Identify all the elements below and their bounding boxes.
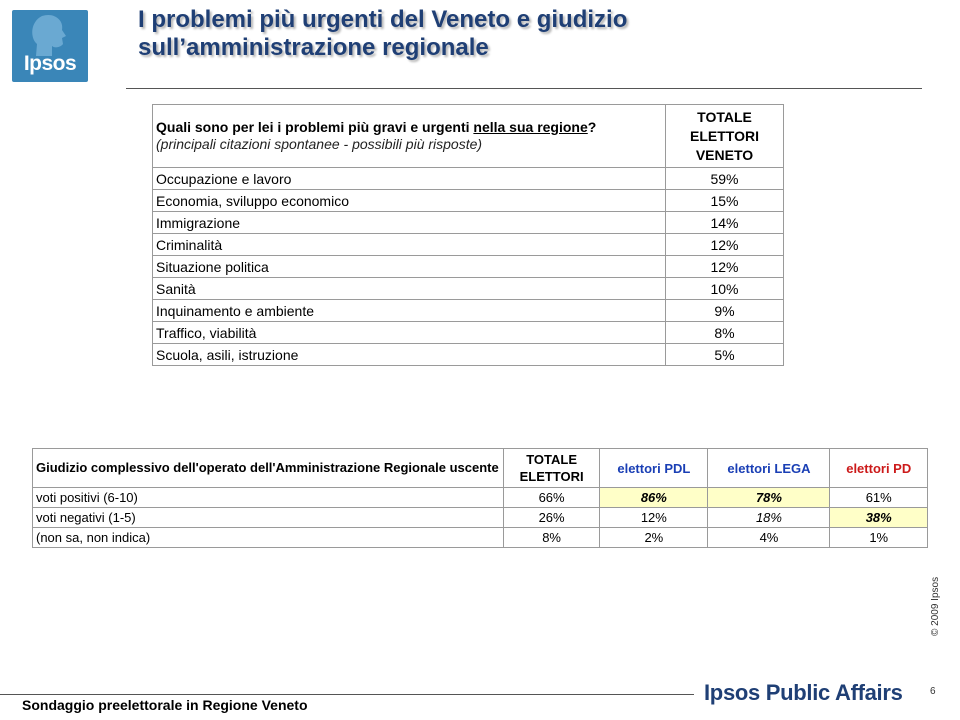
question-pre: Quali sono per lei i problemi più gravi e urgenti bbox=[156, 119, 474, 135]
table-row bbox=[153, 190, 784, 212]
row-label: (non sa, non indica) bbox=[33, 528, 504, 548]
row-label: Situazione politica bbox=[153, 256, 666, 278]
page-title bbox=[138, 6, 898, 62]
row-label: Immigrazione bbox=[153, 212, 666, 234]
row-value: 8% bbox=[666, 322, 784, 344]
table-row bbox=[153, 322, 784, 344]
row-label: Scuola, asili, istruzione bbox=[153, 344, 666, 366]
row-value: 15% bbox=[666, 190, 784, 212]
row-value: 9% bbox=[666, 300, 784, 322]
total-value: 8% bbox=[504, 528, 600, 548]
footer-brand: Ipsos Public Affairs bbox=[704, 680, 903, 705]
lega-voters-header: elettori LEGA bbox=[708, 449, 830, 488]
table-row bbox=[153, 256, 784, 278]
table-row bbox=[153, 344, 784, 366]
total-header-line-1: TOTALE bbox=[697, 108, 752, 125]
row-value: 59% bbox=[666, 168, 784, 190]
title-line-1: I problemi più urgenti del Veneto e giudizio bbox=[138, 6, 628, 33]
pd-value: 38% bbox=[830, 508, 928, 528]
table-row bbox=[153, 300, 784, 322]
pd-voters-header: elettori PD bbox=[830, 449, 928, 488]
total-voters-header-line-1: TOTALE bbox=[526, 452, 577, 467]
table-row bbox=[153, 168, 784, 190]
problems-table bbox=[152, 104, 784, 366]
total-header-line-3: VENETO bbox=[695, 146, 754, 163]
pd-value: 61% bbox=[830, 488, 928, 508]
total-header bbox=[666, 105, 784, 168]
title-line-2: sull’amministrazione regionale bbox=[138, 34, 489, 61]
question-underlined: nella sua regione bbox=[473, 119, 588, 135]
row-label: Economia, sviluppo economico bbox=[153, 190, 666, 212]
table-row bbox=[33, 508, 928, 528]
row-label: Occupazione e lavoro bbox=[153, 168, 666, 190]
page-number: 6 bbox=[930, 686, 936, 697]
lega-value: 18% bbox=[708, 508, 830, 528]
judgement-question: Giudizio complessivo dell'operato dell'Amministrazione Regionale uscente bbox=[33, 449, 504, 488]
question-post: ? bbox=[587, 119, 597, 135]
table-row bbox=[33, 528, 928, 548]
lega-value: 78% bbox=[708, 488, 830, 508]
table-row bbox=[153, 278, 784, 300]
row-label: Inquinamento e ambiente bbox=[153, 300, 666, 322]
row-value: 5% bbox=[666, 344, 784, 366]
judgement-table bbox=[32, 448, 928, 548]
total-voters-header-line-2: ELETTORI bbox=[519, 469, 584, 484]
row-label: voti positivi (6-10) bbox=[33, 488, 504, 508]
total-value: 66% bbox=[504, 488, 600, 508]
ipsos-logo bbox=[12, 10, 88, 82]
pdl-value: 12% bbox=[600, 508, 708, 528]
question-text bbox=[156, 119, 662, 136]
title-divider bbox=[126, 88, 922, 89]
table-row bbox=[33, 488, 928, 508]
problems-table-header bbox=[153, 105, 784, 168]
row-value: 12% bbox=[666, 234, 784, 256]
row-value: 10% bbox=[666, 278, 784, 300]
copyright-notice: © 2009 Ipsos bbox=[930, 576, 941, 636]
question-subtitle: (principali citazioni spontanee - possibili più risposte) bbox=[156, 136, 483, 152]
pdl-value: 2% bbox=[600, 528, 708, 548]
total-value: 26% bbox=[504, 508, 600, 528]
total-voters-header bbox=[504, 449, 600, 488]
row-label: Criminalità bbox=[153, 234, 666, 256]
pdl-voters-header: elettori PDL bbox=[600, 449, 708, 488]
row-label: voti negativi (1-5) bbox=[33, 508, 504, 528]
row-value: 12% bbox=[666, 256, 784, 278]
total-header-line-2: ELETTORI bbox=[690, 127, 759, 144]
logo-text: Ipsos bbox=[23, 52, 77, 75]
lega-value: 4% bbox=[708, 528, 830, 548]
table-row bbox=[153, 234, 784, 256]
judgement-table-header bbox=[33, 449, 928, 488]
row-label: Sanità bbox=[153, 278, 666, 300]
row-label: Traffico, viabilità bbox=[153, 322, 666, 344]
footer-survey-title: Sondaggio preelettorale in Regione Veneto bbox=[22, 697, 308, 713]
row-value: 14% bbox=[666, 212, 784, 234]
footer-divider bbox=[0, 694, 694, 695]
question-cell bbox=[153, 105, 666, 168]
pd-value: 1% bbox=[830, 528, 928, 548]
table-row bbox=[153, 212, 784, 234]
pdl-value: 86% bbox=[600, 488, 708, 508]
